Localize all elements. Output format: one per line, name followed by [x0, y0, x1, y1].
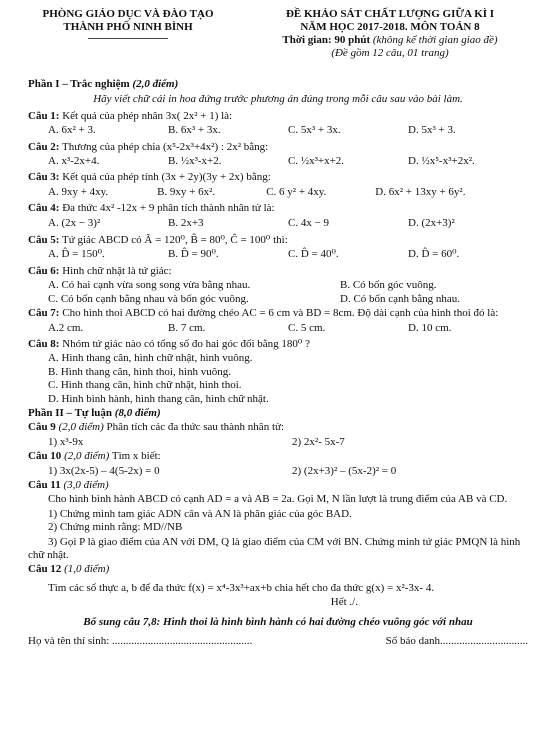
question-11-part-3: 3) Gọi P là giao điểm của AN với DM, Q là giao điểm của CM với BN. Chứng minh tứ giác PMQN là hình chữ nhật. [28, 535, 521, 561]
question-label: Câu 11 [28, 478, 61, 491]
question-11-text: Cho hình bình hành ABCD có cạnh AD = a và AB = 2a. Gọi M, N lần lượt là trung điểm của AB và CD. [48, 493, 508, 506]
option-b: B. D̂ = 90⁰. [168, 248, 219, 261]
option-c: C. Có bốn cạnh bằng nhau và bốn góc vuông. [48, 292, 249, 305]
question-text: Đa thức 4x² -12x + 9 phân tích thành nhân tử là: [62, 202, 275, 215]
question-9-parts [28, 436, 528, 449]
question-11 [28, 479, 528, 492]
part1-points: (2,0 điểm) [132, 78, 179, 90]
option-c: C. 4x − 9 [288, 216, 330, 229]
option-b: B. 7 cm. [168, 321, 206, 334]
end-mark: Hết ./. [330, 596, 358, 609]
question-7 [28, 307, 528, 320]
question-3-options [28, 186, 528, 199]
department-name: PHÒNG GIÁO DỤC VÀ ĐÀO TẠO [42, 8, 214, 20]
option-d: D. Hình bình hành, hình thang cân, hình chữ nhật. [48, 392, 269, 405]
question-11-part-2: 2) Chứng minh rằng: MD//NB [48, 521, 183, 534]
question-points: (2,0 điểm) [64, 450, 110, 463]
option-a: A. Có hai cạnh vừa song song vừa bằng nhau. [48, 279, 251, 292]
option-b: B. 6x³ + 3x. [168, 124, 221, 137]
question-10 [28, 450, 528, 463]
option-c: C. ½x³+x+2. [288, 155, 345, 168]
question-text: Tìm x biết: [111, 450, 161, 463]
supplement-note: Bổ sung câu 7,8: Hình thoi là hình bình hành có hai đường chéo vuông góc với nhau [83, 615, 473, 628]
part2-heading [28, 407, 528, 420]
option-b: B. Có bốn góc vuông. [340, 279, 437, 292]
candidate-id-field: Số báo danh................................ [385, 635, 528, 648]
option-b: B. 2x+3 [168, 216, 204, 229]
question-text: Tứ giác ABCD có Â = 120⁰, B̂ = 80⁰, Ĉ = 100⁰ thì: [62, 234, 288, 247]
part-2: 2) (2x+3)² – (5x-2)² = 0 [292, 464, 397, 477]
question-label: Câu 10 [28, 450, 62, 463]
candidate-info [28, 635, 528, 648]
question-1-options [28, 124, 528, 137]
option-c: C. D̂ = 40⁰. [288, 248, 339, 261]
option-b: B. ½x³-x+2. [168, 155, 222, 168]
question-points: (2,0 điểm) [58, 421, 104, 434]
question-text: Cho hình thoi ABCD có hai đường chéo AC = 6 cm và BD = 8cm. Độ dài cạnh của hình thoi đó là: [62, 307, 499, 320]
question-label: Câu 9 [28, 421, 56, 434]
option-d: D. ½x⁵-x³+2x². [408, 155, 475, 168]
option-a: A. (2x − 3)² [48, 216, 101, 229]
part-1: 1) 3x(2x-5) – 4(5-2x) = 0 [48, 464, 160, 477]
question-text: Phân tích các đa thức sau thành nhân tử: [106, 421, 285, 434]
question-label: Câu 4: [28, 202, 60, 215]
option-a: A. Hình thang cân, hình chữ nhật, hình vuông. [48, 352, 253, 365]
question-text: Nhóm tứ giác nào có tổng số đo hai góc đối bằng 180⁰ ? [62, 337, 310, 350]
option-d: D. D̂ = 60⁰. [408, 248, 460, 261]
exam-header [0, 6, 545, 78]
option-b: B. Hình thang cân, hình thoi, hình vuông. [48, 365, 232, 378]
option-c: C. 5x³ + 3x. [288, 124, 341, 137]
question-points: (3,0 điểm) [63, 478, 109, 491]
question-8 [28, 338, 528, 351]
option-a: A.2 cm. [48, 321, 84, 334]
part1-instruction: Hãy viết chữ cái in hoa đứng trước phương án đúng trong mỗi câu sau vào bài làm. [93, 93, 463, 106]
question-3 [28, 171, 528, 184]
question-6 [28, 265, 528, 278]
question-text: Kết quả của phép nhân 3x( 2x² + 1) là: [62, 109, 233, 122]
question-label: Câu 2: [28, 140, 60, 153]
question-8-options [28, 352, 528, 406]
question-label: Câu 12 [28, 563, 62, 576]
part2-points: (8,0 điểm) [114, 406, 161, 419]
question-9 [28, 421, 528, 434]
part-1: 1) x³-9x [48, 435, 84, 448]
question-12 [28, 563, 528, 576]
option-d: D. (2x+3)² [408, 216, 455, 229]
question-label: Câu 5: [28, 234, 60, 247]
question-label: Câu 1: [28, 109, 60, 122]
question-points: (1,0 điểm) [64, 563, 110, 576]
question-6-options [28, 279, 528, 306]
candidate-name-field: Họ và tên thí sinh: ................................................... [28, 635, 253, 648]
question-5 [28, 234, 528, 247]
question-label: Câu 7: [28, 307, 60, 320]
option-c: C. 6 y² + 4xy. [266, 185, 327, 198]
question-1 [28, 110, 528, 123]
part1-heading [28, 78, 528, 91]
time-label: Thời gian: 90 phút [282, 34, 371, 46]
option-a: A. 6x² + 3. [48, 124, 96, 137]
question-label: Câu 8: [28, 337, 60, 350]
option-b: B. 9xy + 6x². [157, 185, 216, 198]
pages-note: (Đề gồm 12 câu, 01 trang) [331, 47, 449, 59]
question-7-options [28, 322, 528, 335]
question-text: Hình chữ nhật là tứ giác: [62, 264, 172, 277]
exam-year: NĂM HỌC 2017-2018. MÔN TOÁN 8 [300, 21, 480, 33]
option-d: D. 10 cm. [408, 321, 452, 334]
question-text: Kết quả của phép tính (3x + 2y)(3y + 2x) bằng: [62, 171, 271, 184]
city-name: THÀNH PHỐ NINH BÌNH [63, 21, 193, 33]
option-a: A. 9xy + 4xy. [48, 185, 109, 198]
question-5-options [28, 248, 528, 261]
question-2-options [28, 155, 528, 168]
part1-title: Phần I – Trắc nghiệm [28, 78, 130, 90]
exam-time [245, 34, 535, 47]
option-d: D. 5x³ + 3. [408, 124, 456, 137]
question-4 [28, 202, 528, 215]
question-label: Câu 3: [28, 171, 60, 184]
question-11-part-1: 1) Chứng minh tam giác ADN cân và AN là phân giác của góc BAD. [48, 507, 352, 520]
question-2 [28, 141, 528, 154]
header-divider [28, 36, 228, 39]
part2-title: Phần II – Tự luận [28, 406, 113, 419]
option-a: A. x³-2x+4. [48, 155, 100, 168]
question-4-options [28, 217, 528, 230]
part-2: 2) 2x²- 5x-7 [292, 435, 345, 448]
question-10-parts [28, 465, 528, 478]
option-c: C. 5 cm. [288, 321, 326, 334]
question-text: Thương của phép chia (x⁵-2x³+4x²) : 2x² bằng: [62, 140, 269, 153]
time-note: (không kể thời gian giao đề) [372, 34, 498, 46]
option-d: D. Có bốn cạnh bằng nhau. [340, 292, 461, 305]
exam-content [28, 78, 528, 648]
question-12-text: Tìm các số thực a, b để đa thức f(x) = x⁴-3x³+ax+b chia hết cho đa thức g(x) = x²-3x- 4. [48, 581, 435, 594]
option-a: A. D̂ = 150⁰. [48, 248, 105, 261]
option-c: C. Hình thang cân, hình chữ nhật, hình thoi. [48, 379, 242, 392]
exam-title: ĐỀ KHẢO SÁT CHẤT LƯỢNG GIỮA KÌ I [285, 8, 495, 20]
option-d: D. 6x² + 13xy + 6y². [375, 185, 466, 198]
question-label: Câu 6: [28, 264, 60, 277]
